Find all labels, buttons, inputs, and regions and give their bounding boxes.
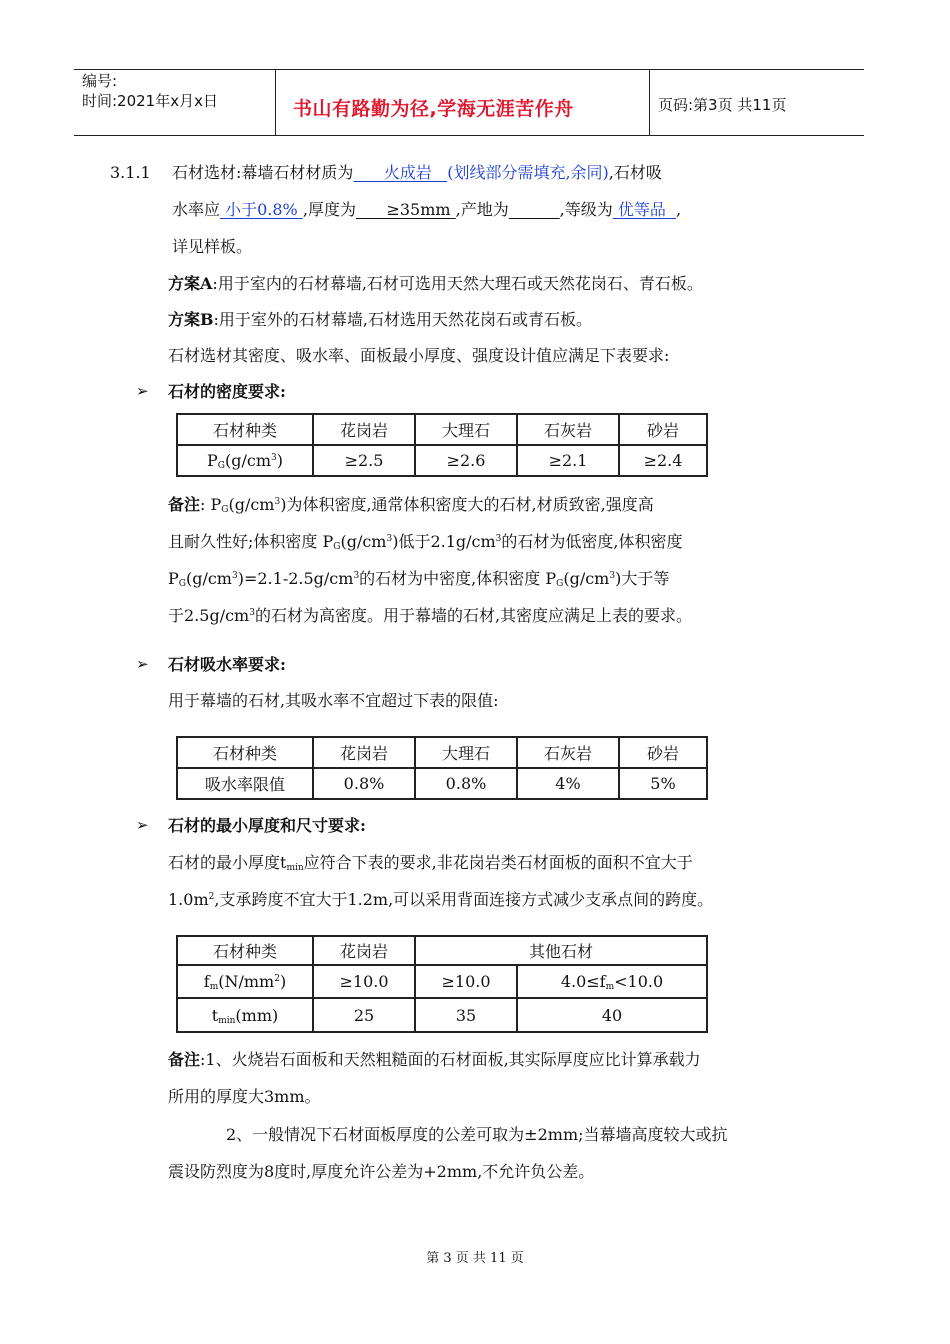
thickness-line-2: $1.0m^2$,支承跨度不宜大于1.2m,可以采用背面连接方式减少支承点间的跨度。 (168, 890, 714, 909)
plan-b-text: :用于室外的石材幕墙,石材选用天然花岗石或青石板。 (213, 310, 593, 329)
table-cell: 40 (517, 998, 707, 1032)
table-cell: $4.0\le f_m<10.0$ (517, 965, 707, 998)
table-cell: ≥10.0 (313, 965, 415, 998)
thickness-heading: 石材的最小厚度和尺寸要求: (168, 816, 366, 835)
table-header-cell: 大理石 (415, 737, 517, 768)
density-note-line-4: 于$2.5g/cm^3$的石材为高密度。用于幕墙的石材,其密度应满足上表的要求。 (168, 606, 693, 625)
section-number: 3.1.1 (110, 163, 151, 182)
table-row (177, 768, 707, 799)
table-header-row (177, 737, 707, 768)
fill-grade (613, 200, 676, 219)
note-label: 备注 (168, 1050, 201, 1069)
header-divider-left (275, 69, 276, 136)
thickness-note-2: 2、一般情况下石材面板厚度的公差可取为±2mm;当幕墙高度较大或抗 (226, 1125, 728, 1144)
table-cell: 5% (619, 768, 707, 799)
note-label: 备注 (168, 495, 201, 514)
text-run: 水率应 (172, 200, 221, 219)
plan-b-label: 方案B (168, 310, 214, 329)
section-line-2 (172, 200, 681, 220)
absorption-intro: 用于幕墙的石材,其吸水率不宜超过下表的限值: (168, 691, 499, 710)
density-table (176, 413, 708, 477)
thickness-note-1 (168, 1050, 701, 1070)
text-run: ,石材吸 (608, 163, 662, 182)
fill-value: 小于0.8% (225, 200, 298, 219)
table-row (177, 445, 707, 476)
section-line-3: 详见样板。 (172, 237, 253, 256)
density-note-line-3: $P_G(g/cm^3)=2.1-2.5g/cm^3$的石材为中密度,体积密度 $P_G(g/cm^3)$大于等 (168, 569, 670, 589)
table-cell: 35 (415, 998, 517, 1032)
table-header-cell: 石灰岩 (517, 414, 619, 445)
thickness-table (176, 935, 708, 1033)
header-divider-right (649, 69, 650, 136)
plan-b (168, 310, 592, 330)
table-header-cell: 石材种类 (177, 414, 313, 445)
fill-origin-blank (509, 200, 560, 219)
selection-intro: 石材选材其密度、吸水率、面板最小厚度、强度设计值应满足下表要求: (168, 346, 670, 365)
thickness-note-2b: 震设防烈度为8度时,厚度允许公差为+2mm,不允许负公差。 (168, 1162, 595, 1181)
header-top-rule (74, 69, 864, 70)
table-row (177, 998, 707, 1032)
note-text: :1、火烧岩石面板和天然粗糙面的石材面板,其实际厚度应比计算承载力 (200, 1050, 701, 1069)
thickness-note-1b: 所用的厚度大3mm。 (168, 1087, 321, 1106)
table-cell: ≥2.4 (619, 445, 707, 476)
table-header-cell: 砂岩 (619, 414, 707, 445)
table-header-cell: 石材种类 (177, 737, 313, 768)
plan-a (168, 274, 703, 294)
table-cell: 4% (517, 768, 619, 799)
table-header-cell: 石材种类 (177, 936, 313, 965)
header-motto: 书山有路勤为径,学海无涯苦作舟 (293, 98, 574, 120)
page-footer: 第 3 页 共 11 页 (426, 1251, 524, 1266)
density-note-line-2: 且耐久性好;体积密度 $P_G(g/cm^3)$低于$2.1g/cm^3$的石材为低密度,体积密度 (168, 532, 683, 552)
table-header-cell: 其他石材 (415, 936, 707, 965)
fill-hint: (划线部分需填充,余同) (447, 163, 609, 182)
table-header-row (177, 414, 707, 445)
table-header-cell: 花岗岩 (313, 936, 415, 965)
table-header-cell: 花岗岩 (313, 737, 415, 768)
header-number-label: 编号: (82, 72, 118, 90)
text-run: 石材选材:幕墙石材材质为 (172, 163, 354, 182)
section-line-1 (172, 163, 662, 183)
text-run: , (676, 200, 682, 219)
table-header-cell: 大理石 (415, 414, 517, 445)
text-run: ,厚度为 (302, 200, 356, 219)
table-row-label: $f_m(N/mm^2)$ (177, 965, 313, 998)
table-header-cell: 花岗岩 (313, 414, 415, 445)
plan-a-text: :用于室内的石材幕墙,石材可选用天然大理石或天然花岗石、青石板。 (212, 274, 703, 293)
fill-material (353, 163, 447, 182)
header-bottom-rule (74, 135, 864, 136)
table-cell: ≥2.1 (517, 445, 619, 476)
table-cell: ≥2.6 (415, 445, 517, 476)
fill-absorption (220, 200, 303, 219)
table-cell: 25 (313, 998, 415, 1032)
fill-value: 火成岩 (383, 163, 432, 182)
arrow-bullet-icon: ➢ (136, 816, 149, 834)
table-row-label: $P_G(g/cm^3)$ (177, 445, 313, 476)
header-page-label: 页码:第3页 共11页 (658, 96, 787, 114)
table-row-label: $t_{min}(mm)$ (177, 998, 313, 1032)
absorption-heading: 石材吸水率要求: (168, 655, 286, 674)
text-run: ,产地为 (455, 200, 509, 219)
thickness-line-1: 石材的最小厚度$t_{min}$应符合下表的要求,非花岗岩类石材面板的面积不宜大于 (168, 853, 693, 873)
fill-thickness (356, 200, 456, 219)
table-header-row (177, 936, 707, 965)
table-header-cell: 石灰岩 (517, 737, 619, 768)
table-cell: 0.8% (415, 768, 517, 799)
table-cell: ≥2.5 (313, 445, 415, 476)
text-run: ,等级为 (559, 200, 613, 219)
header-time-label: 时间:2021年x月x日 (82, 92, 218, 110)
plan-a-label: 方案A (168, 274, 213, 293)
fill-value: 优等品 (617, 200, 666, 219)
arrow-bullet-icon: ➢ (136, 655, 149, 673)
arrow-bullet-icon: ➢ (136, 382, 149, 400)
density-heading: 石材的密度要求: (168, 382, 286, 401)
table-row (177, 965, 707, 998)
absorption-table (176, 736, 708, 800)
table-cell: ≥10.0 (415, 965, 517, 998)
fill-value: ≥35mm (386, 200, 451, 219)
density-note-line-1: 备注: $P_G(g/cm^3)$为体积密度,通常体积密度大的石材,材质致密,强度高 (168, 495, 654, 515)
table-header-cell: 砂岩 (619, 737, 707, 768)
table-row-label: 吸水率限值 (177, 768, 313, 799)
table-cell: 0.8% (313, 768, 415, 799)
